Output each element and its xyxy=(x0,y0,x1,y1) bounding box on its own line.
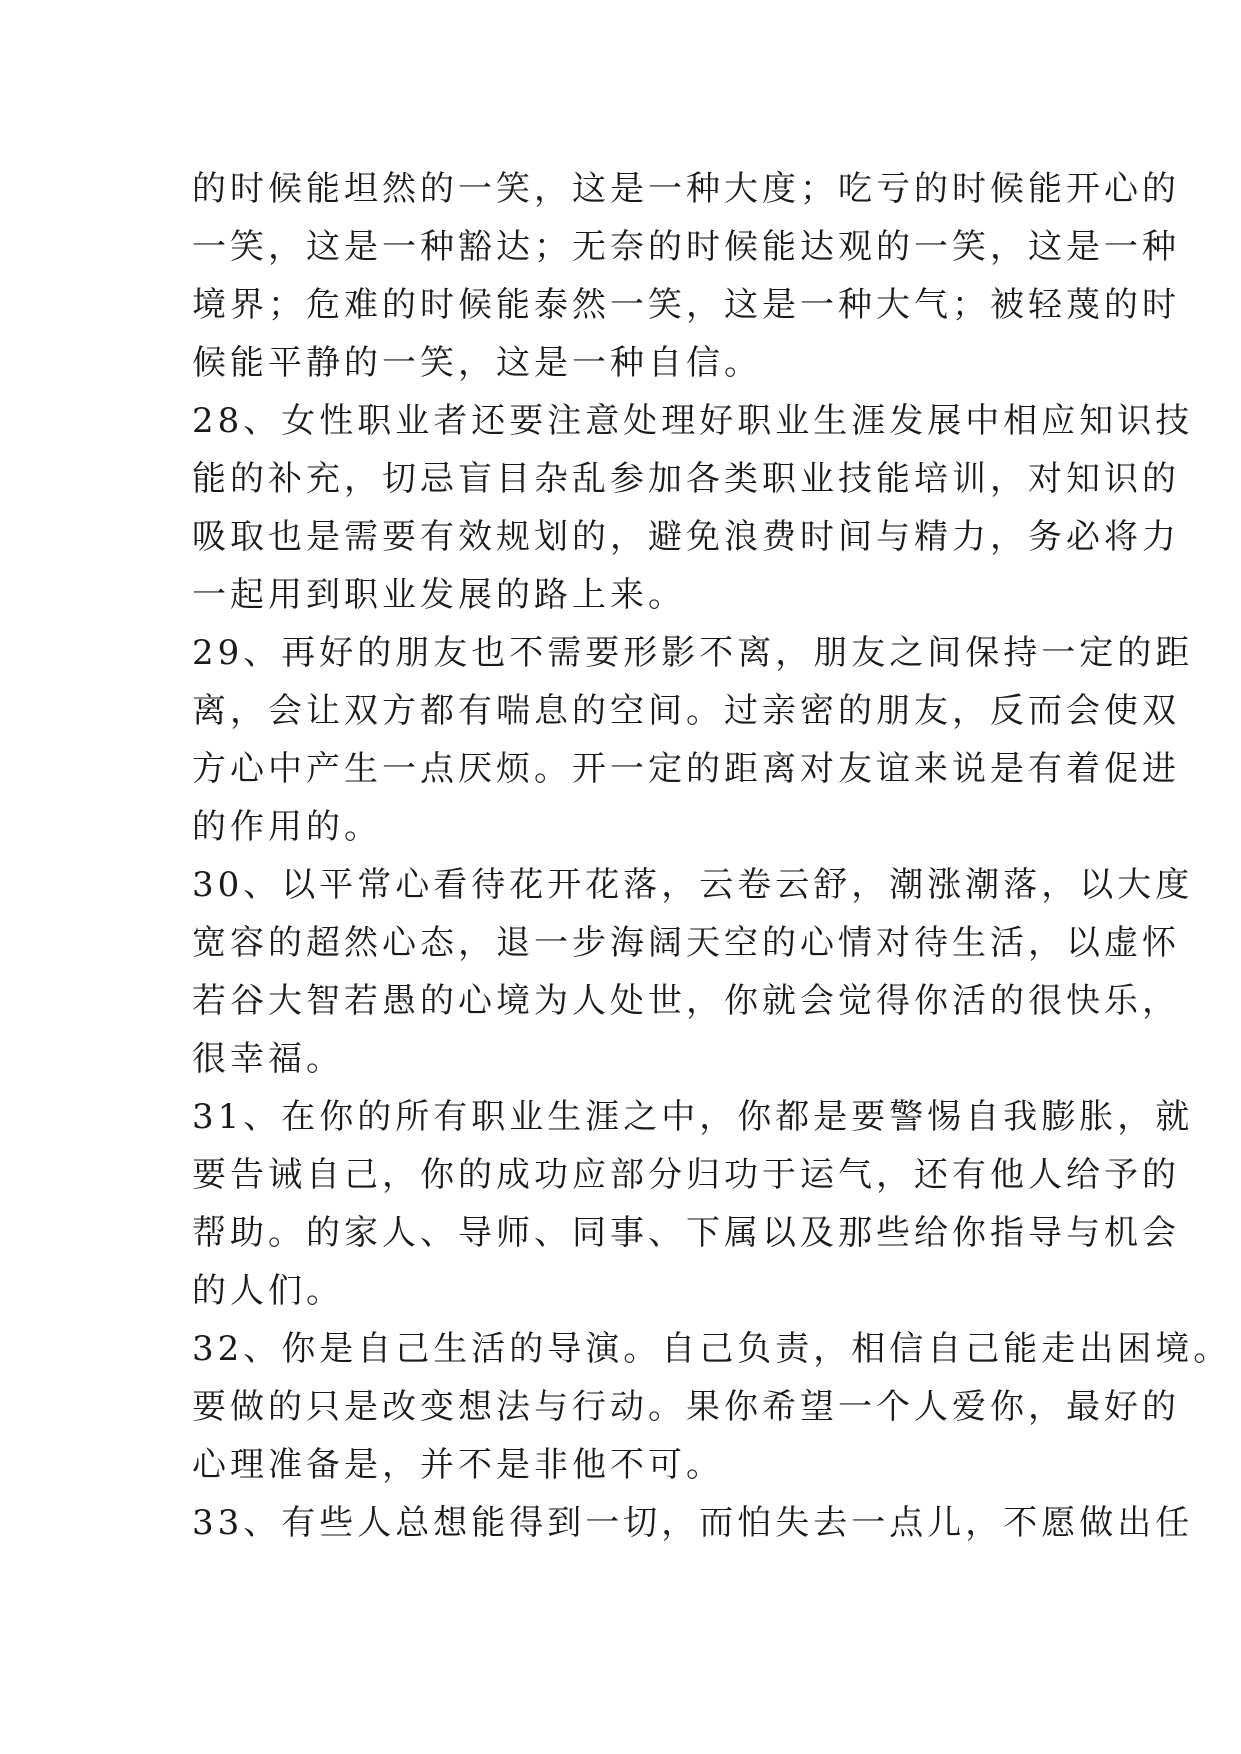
text-line: 很幸福。 xyxy=(192,1039,344,1079)
text-line: 31、在你的所有职业生涯之中，你都是要警惕自我膨胀，就 xyxy=(192,1097,1194,1137)
text-line: 一笑，这是一种豁达；无奈的时候能达观的一笑，这是一种 xyxy=(192,227,1180,267)
text-line: 吸取也是需要有效规划的，避免浪费时间与精力，务必将力 xyxy=(192,517,1180,557)
text-line: 的人们。 xyxy=(192,1271,344,1311)
text-line: 能的补充，切忌盲目杂乱参加各类职业技能培训，对知识的 xyxy=(192,459,1180,499)
text-line: 帮助。的家人、导师、同事、下属以及那些给你指导与机会 xyxy=(192,1213,1180,1253)
text-line: 一起用到职业发展的路上来。 xyxy=(192,575,686,615)
text-line: 32、你是自己生活的导演。自己负责，相信自己能走出困境。 xyxy=(192,1329,1232,1369)
text-line: 30、以平常心看待花开花落，云卷云舒，潮涨潮落，以大度 xyxy=(192,865,1194,905)
document-body xyxy=(192,160,1232,1552)
text-line: 若谷大智若愚的心境为人处世，你就会觉得你活的很快乐， xyxy=(192,981,1180,1021)
text-line: 的作用的。 xyxy=(192,807,382,847)
text-line: 宽容的超然心态，退一步海阔天空的心情对待生活，以虚怀 xyxy=(192,923,1180,963)
text-line: 候能平静的一笑，这是一种自信。 xyxy=(192,343,762,383)
text-line: 要告诫自己，你的成功应部分归功于运气，还有他人给予的 xyxy=(192,1155,1180,1195)
text-line: 离，会让双方都有喘息的空间。过亲密的朋友，反而会使双 xyxy=(192,691,1180,731)
text-line: 28、女性职业者还要注意处理好职业生涯发展中相应知识技 xyxy=(192,401,1194,441)
text-line: 的时候能坦然的一笑，这是一种大度；吃亏的时候能开心的 xyxy=(192,169,1180,209)
text-line: 要做的只是改变想法与行动。果你希望一个人爱你，最好的 xyxy=(192,1387,1180,1427)
text-line: 心理准备是，并不是非他不可。 xyxy=(192,1445,724,1485)
text-line: 方心中产生一点厌烦。开一定的距离对友谊来说是有着促进 xyxy=(192,749,1180,789)
text-line: 境界；危难的时候能泰然一笑，这是一种大气；被轻蔑的时 xyxy=(192,285,1180,325)
text-line: 29、再好的朋友也不需要形影不离，朋友之间保持一定的距 xyxy=(192,633,1194,673)
text-line: 33、有些人总想能得到一切，而怕失去一点儿，不愿做出任 xyxy=(192,1503,1194,1543)
